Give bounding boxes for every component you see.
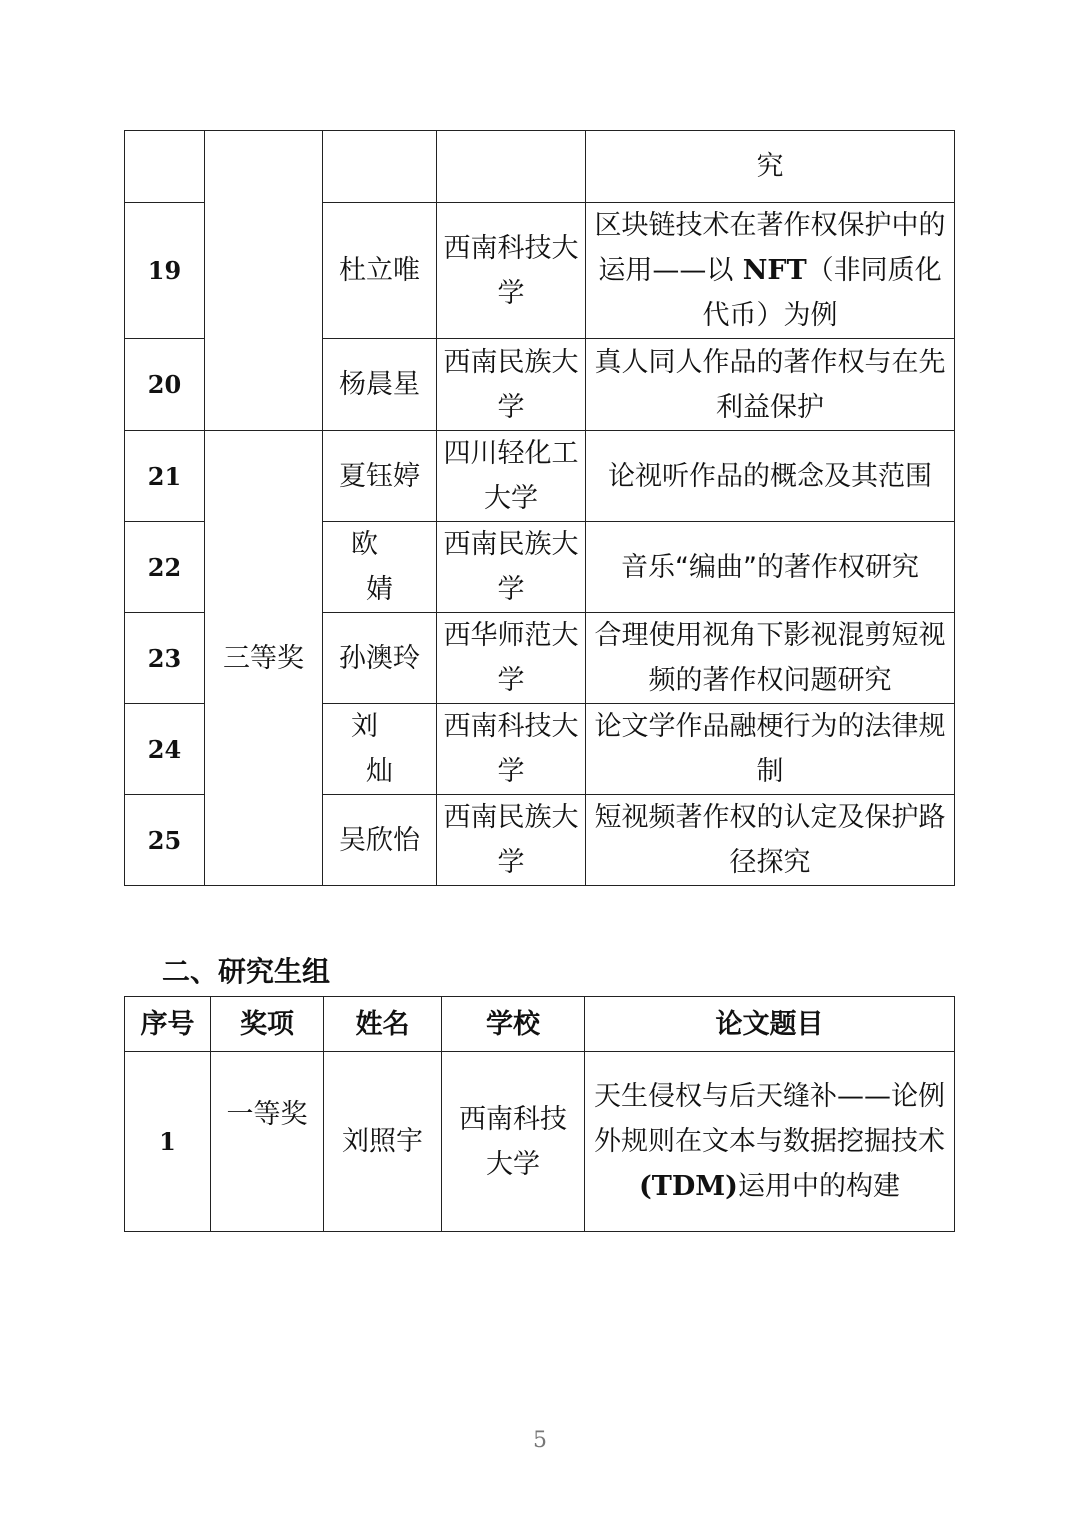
cell-name — [323, 131, 437, 203]
header-no: 序号 — [125, 997, 211, 1052]
header-award: 奖项 — [211, 997, 324, 1052]
table-row — [125, 431, 955, 522]
awards-table-graduate — [124, 996, 955, 1232]
cell-award-second-prize-continued — [205, 131, 323, 431]
cell-no: 20 — [125, 339, 205, 431]
header-name: 姓名 — [324, 997, 442, 1052]
cell-school: 西华师范大学 — [437, 613, 586, 704]
header-title: 论文题目 — [585, 997, 955, 1052]
cell-award-third-prize: 三等奖 — [205, 431, 323, 886]
cell-name: 刘照宇 — [324, 1052, 442, 1232]
cell-title — [585, 1052, 955, 1232]
cell-title: 究 — [586, 131, 955, 203]
cell-title: 合理使用视角下影视混剪短视频的著作权问题研究 — [586, 613, 955, 704]
cell-school: 西南科技大学 — [442, 1052, 585, 1232]
award-text: 一等奖 — [226, 1099, 308, 1130]
title-text: 区块链技术在著作权保护中的运用——以 — [594, 210, 946, 286]
title-text: 天生侵权与后天缝补——论例外规则在文本与数据挖掘技术 — [594, 1081, 945, 1157]
name-text: 欧婧 — [351, 529, 423, 605]
cell-school: 西南民族大学 — [437, 522, 586, 613]
title-latin: NFT — [733, 255, 807, 286]
cell-title: 短视频著作权的认定及保护路径探究 — [586, 795, 955, 886]
cell-title: 论视听作品的概念及其范围 — [586, 431, 955, 522]
cell-no: 19 — [125, 203, 205, 339]
cell-no: 22 — [125, 522, 205, 613]
cell-school: 西南民族大学 — [437, 339, 586, 431]
table-row — [125, 1052, 955, 1232]
cell-no: 1 — [125, 1052, 211, 1232]
awards-table-undergraduate — [124, 130, 955, 886]
cell-no: 23 — [125, 613, 205, 704]
cell-name: 夏钰婷 — [323, 431, 437, 522]
title-text: （非同质化代币）为例 — [702, 255, 942, 331]
cell-name — [323, 704, 437, 795]
page-number: 5 — [533, 1428, 547, 1453]
title-text: 运用中的构建 — [737, 1171, 900, 1202]
section-heading-graduate: 二、研究生组 — [162, 955, 331, 988]
cell-name: 杨晨星 — [323, 339, 437, 431]
cell-no — [125, 131, 205, 203]
cell-school: 西南科技大学 — [437, 203, 586, 339]
cell-name — [323, 522, 437, 613]
cell-name: 杜立唯 — [323, 203, 437, 339]
table-header-row — [125, 997, 955, 1052]
cell-title — [586, 203, 955, 339]
cell-no: 25 — [125, 795, 205, 886]
cell-no: 24 — [125, 704, 205, 795]
cell-school: 四川轻化工大学 — [437, 431, 586, 522]
title-latin: (TDM) — [639, 1171, 738, 1202]
cell-title: 论文学作品融梗行为的法律规制 — [586, 704, 955, 795]
cell-no: 21 — [125, 431, 205, 522]
cell-name: 吴欣怡 — [323, 795, 437, 886]
name-text: 刘灿 — [351, 711, 423, 787]
cell-title: 音乐“编曲”的著作权研究 — [586, 522, 955, 613]
cell-school: 西南民族大学 — [437, 795, 586, 886]
cell-name: 孙澳玲 — [323, 613, 437, 704]
cell-school: 西南科技大学 — [437, 704, 586, 795]
cell-award — [211, 1052, 324, 1232]
cell-school — [437, 131, 586, 203]
table-row-continued — [125, 131, 955, 203]
cell-title: 真人同人作品的著作权与在先利益保护 — [586, 339, 955, 431]
header-school: 学校 — [442, 997, 585, 1052]
